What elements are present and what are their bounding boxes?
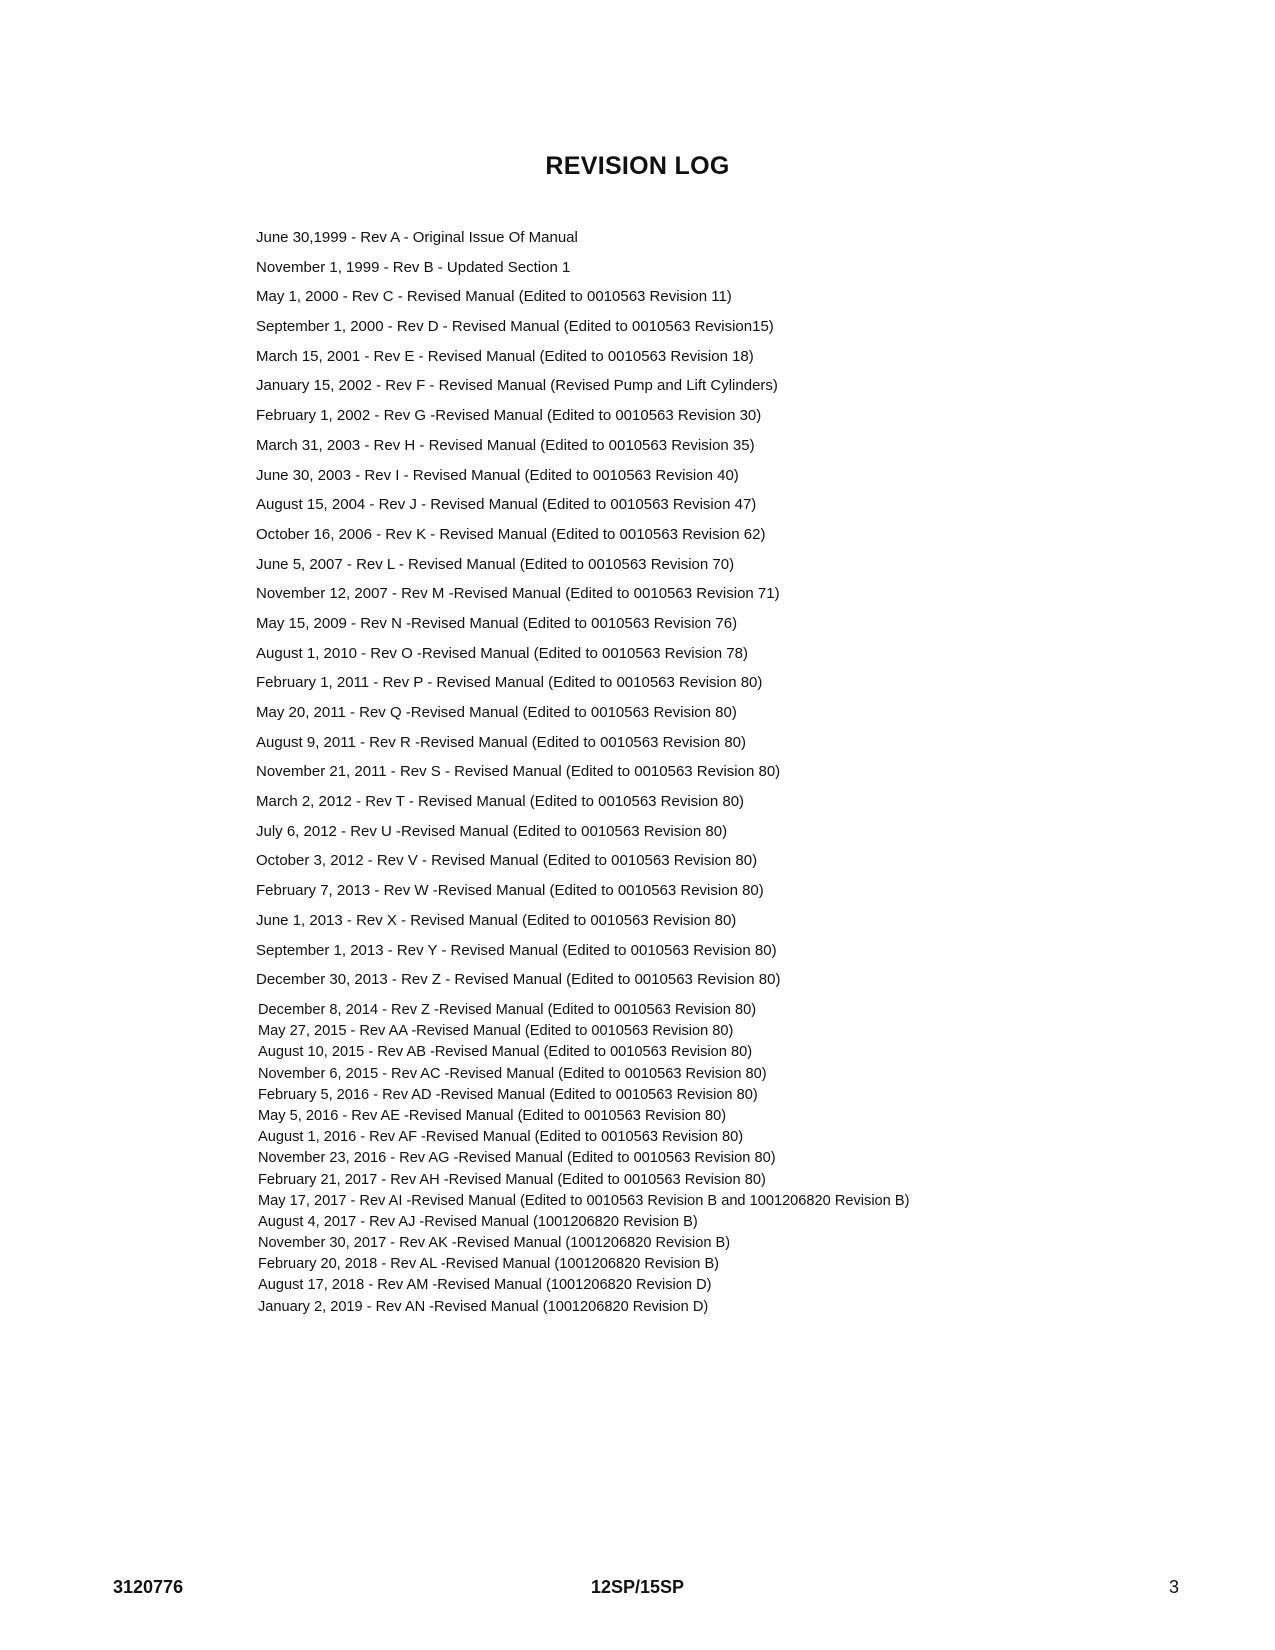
revision-entry: May 1, 2000 - Rev C - Revised Manual (Edited to 0010563 Revision 11): [256, 288, 732, 306]
revision-entry: March 15, 2001 - Rev E - Revised Manual (Edited to 0010563 Revision 18): [256, 347, 754, 365]
revision-entry: June 1, 2013 - Rev X - Revised Manual (Edited to 0010563 Revision 80): [256, 911, 737, 929]
revision-entry: November 30, 2017 - Rev AK -Revised Manual (1001206820 Revision B): [258, 1235, 731, 1252]
revision-list-lower: [258, 1000, 909, 1318]
revision-entry: August 4, 2017 - Rev AJ -Revised Manual (1001206820 Revision B): [258, 1213, 698, 1230]
revision-entry: May 27, 2015 - Rev AA -Revised Manual (Edited to 0010563 Revision 80): [258, 1023, 734, 1040]
revision-entry: July 6, 2012 - Rev U -Revised Manual (Edited to 0010563 Revision 80): [256, 822, 728, 840]
footer-model: 12SP/15SP: [590, 1577, 685, 1597]
revision-entry: February 1, 2011 - Rev P - Revised Manual (Edited to 0010563 Revision 80): [256, 674, 763, 692]
revision-entry: November 23, 2016 - Rev AG -Revised Manual (Edited to 0010563 Revision 80): [258, 1150, 776, 1167]
revision-entry: June 30,1999 - Rev A - Original Issue Of Manual: [256, 229, 578, 246]
revision-entry: November 6, 2015 - Rev AC -Revised Manual (Edited to 0010563 Revision 80): [258, 1065, 767, 1082]
revision-entry: February 20, 2018 - Rev AL -Revised Manual (1001206820 Revision B): [258, 1256, 720, 1273]
revision-entry: February 5, 2016 - Rev AD -Revised Manual (Edited to 0010563 Revision 80): [258, 1086, 758, 1103]
page-footer: [0, 1577, 1275, 1603]
revision-entry: August 17, 2018 - Rev AM -Revised Manual (1001206820 Revision D): [258, 1277, 712, 1294]
revision-entry: August 10, 2015 - Rev AB -Revised Manual (Edited to 0010563 Revision 80): [258, 1044, 753, 1061]
revision-entry: February 21, 2017 - Rev AH -Revised Manual (Edited to 0010563 Revision 80): [258, 1171, 766, 1188]
revision-entry: February 7, 2013 - Rev W -Revised Manual (Edited to 0010563 Revision 80): [256, 882, 764, 900]
revision-entry: September 1, 2013 - Rev Y - Revised Manual (Edited to 0010563 Revision 80): [256, 941, 777, 959]
revision-entry: September 1, 2000 - Rev D - Revised Manual (Edited to 0010563 Revision15): [256, 318, 774, 336]
revision-entry: May 15, 2009 - Rev N -Revised Manual (Edited to 0010563 Revision 76): [256, 614, 738, 632]
revision-entry: October 3, 2012 - Rev V - Revised Manual (Edited to 0010563 Revision 80): [256, 852, 758, 870]
revision-entry: October 16, 2006 - Rev K - Revised Manual (Edited to 0010563 Revision 62): [256, 525, 766, 543]
footer-page-number: 3: [1168, 1577, 1179, 1597]
revision-entry: January 15, 2002 - Rev F - Revised Manual (Revised Pump and Lift Cylinders): [256, 377, 778, 395]
revision-entry: August 1, 2016 - Rev AF -Revised Manual (Edited to 0010563 Revision 80): [258, 1129, 744, 1146]
revision-entry: August 15, 2004 - Rev J - Revised Manual (Edited to 0010563 Revision 47): [256, 496, 757, 514]
revision-entry: November 1, 1999 - Rev B - Updated Section 1: [256, 258, 571, 276]
footer-doc-number: 3120776: [113, 1577, 184, 1597]
revision-entry: June 5, 2007 - Rev L - Revised Manual (Edited to 0010563 Revision 70): [256, 555, 735, 573]
revision-list-upper: [256, 223, 780, 995]
revision-entry: June 30, 2003 - Rev I - Revised Manual (Edited to 0010563 Revision 40): [256, 466, 739, 484]
revision-entry: May 5, 2016 - Rev AE -Revised Manual (Edited to 0010563 Revision 80): [258, 1107, 727, 1124]
revision-entry: November 12, 2007 - Rev M -Revised Manual (Edited to 0010563 Revision 71): [256, 585, 780, 603]
revision-entry: May 17, 2017 - Rev AI -Revised Manual (Edited to 0010563 Revision B and 1001206820 Revision B): [258, 1192, 910, 1209]
page-title: REVISION LOG: [545, 152, 730, 180]
revision-entry: March 2, 2012 - Rev T - Revised Manual (Edited to 0010563 Revision 80): [256, 793, 745, 811]
revision-entry: February 1, 2002 - Rev G -Revised Manual (Edited to 0010563 Revision 30): [256, 407, 762, 425]
revision-entry: May 20, 2011 - Rev Q -Revised Manual (Edited to 0010563 Revision 80): [256, 704, 737, 721]
revision-entry: December 8, 2014 - Rev Z -Revised Manual (Edited to 0010563 Revision 80): [258, 1002, 757, 1018]
revision-entry: November 21, 2011 - Rev S - Revised Manual (Edited to 0010563 Revision 80): [256, 763, 781, 781]
revision-entry: August 1, 2010 - Rev O -Revised Manual (Edited to 0010563 Revision 78): [256, 644, 748, 662]
revision-entry: January 2, 2019 - Rev AN -Revised Manual (1001206820 Revision D): [258, 1298, 709, 1315]
revision-entry: December 30, 2013 - Rev Z - Revised Manual (Edited to 0010563 Revision 80): [256, 971, 781, 989]
revision-entry: August 9, 2011 - Rev R -Revised Manual (Edited to 0010563 Revision 80): [256, 733, 746, 751]
revision-entry: March 31, 2003 - Rev H - Revised Manual (Edited to 0010563 Revision 35): [256, 436, 755, 454]
